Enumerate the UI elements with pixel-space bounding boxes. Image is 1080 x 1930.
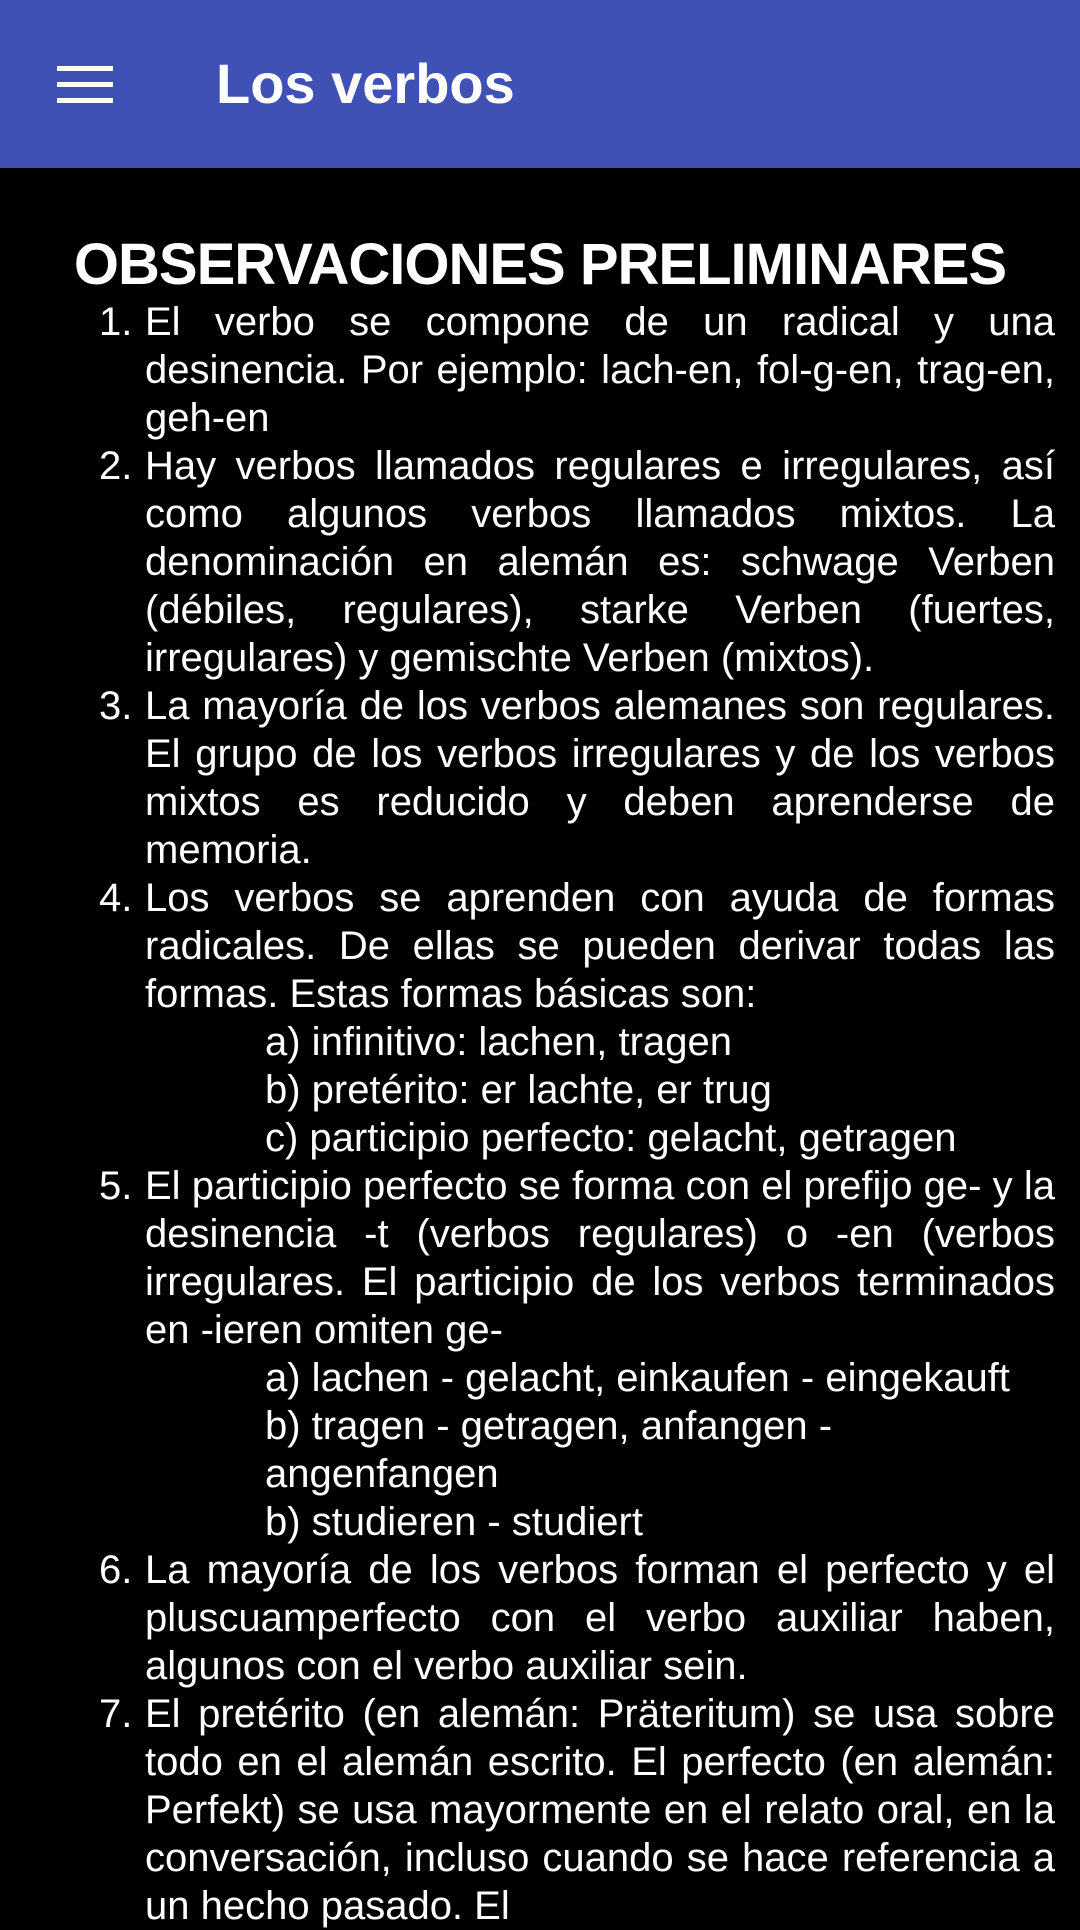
list-item (99, 1162, 1055, 1546)
list-item-number: 1. (99, 300, 133, 344)
list-subitem: a) lachen - gelacht, einkaufen - eingekauft (265, 1356, 1010, 1400)
list-item-text: La mayoría de los verbos forman el perfecto y el pluscuamperfecto con el verbo auxiliar haben, algunos con el verbo auxiliar sein. (145, 1548, 1055, 1688)
list-item-text: El participio perfecto se forma con el prefijo ge- y la desinencia -t (verbos regulares) o -en (verbos irregulares. El participio de los verbos terminados en -ieren omiten ge- (145, 1164, 1055, 1352)
page-heading: OBSERVACIONES PRELIMINARES (73, 231, 1007, 297)
list-item (99, 442, 1055, 682)
list-item-text: Hay verbos llamados regulares e irregulares, así como algunos verbos llamados mixtos. La denominación en alemán es: schwage Verben (débiles, regulares), starke Verben (fuertes, irregulares) y gemischte Verben (mixtos). (145, 444, 1055, 680)
list-item-number: 5. (99, 1164, 133, 1208)
app-bar (0, 0, 1080, 168)
list-subitem: b) pretérito: er lachte, er trug (265, 1068, 772, 1112)
app-title: Los verbos (216, 52, 515, 115)
list-subitem: a) infinitivo: lachen, tragen (265, 1020, 732, 1064)
list-item (99, 1690, 1055, 1930)
content-area[interactable] (0, 168, 1080, 1928)
list-item (99, 682, 1055, 874)
list-item-number: 2. (99, 444, 133, 488)
list-item (99, 874, 1055, 1162)
list-item-text: El pretérito (en alemán: Präteritum) se usa sobre todo en el alemán escrito. El perfecto (en alemán: Perfekt) se usa mayormente en el relato oral, en la conversación, incluso cuando se hace referencia a un hecho pasado. El (145, 1692, 1055, 1928)
menu-button[interactable] (40, 44, 130, 124)
list-item-text: El verbo se compone de un radical y una desinencia. Por ejemplo: lach-en, fol-g-en, trag-en, geh-en (145, 300, 1055, 440)
list-item-text: Los verbos se aprenden con ayuda de formas radicales. De ellas se pueden derivar todas las formas. Estas formas básicas son: (145, 876, 1055, 1016)
list-subitem: b) studieren - studiert (265, 1500, 643, 1544)
list-item-number: 4. (99, 876, 133, 920)
list-subitem: c) participio perfecto: gelacht, getragen (265, 1116, 957, 1160)
list-item (99, 1546, 1055, 1690)
list-item-text: La mayoría de los verbos alemanes son regulares. El grupo de los verbos irregulares y de los verbos mixtos es reducido y deben aprenderse de memoria. (145, 684, 1055, 872)
list-item (99, 298, 1055, 442)
hamburger-menu-icon (57, 64, 113, 104)
observations-list (99, 298, 1055, 1930)
list-item-number: 3. (99, 684, 133, 728)
list-item-number: 7. (99, 1692, 133, 1736)
list-subitem: b) tragen - getragen, anfangen - angenfangen (265, 1404, 833, 1496)
list-item-number: 6. (99, 1548, 133, 1592)
